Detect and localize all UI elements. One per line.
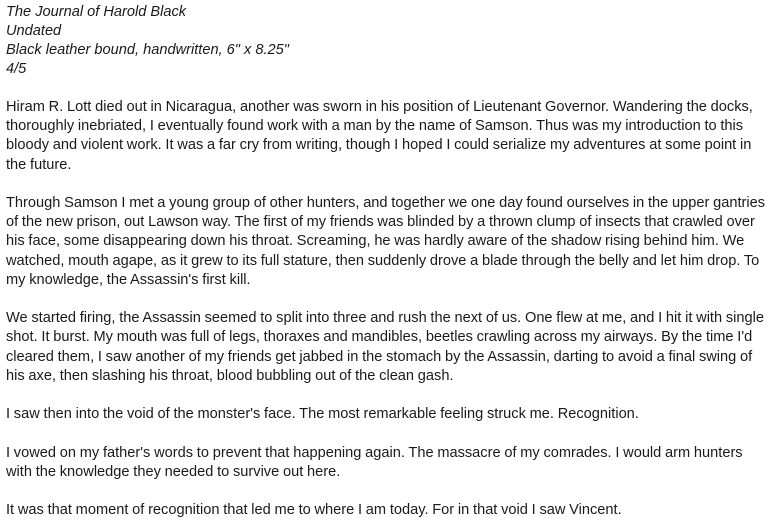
journal-paragraph: I saw then into the void of the monster's face. The most remarkable feeling struck me. Recognition. xyxy=(6,406,639,423)
journal-paragraph: I vowed on my father's words to prevent that happening again. The massacre of my comrades. I would arm hunters with the knowledge they needed to survive out here. xyxy=(6,444,743,480)
journal-paragraph: We started firing, the Assassin seemed to split into three and rush the next of us. One flew at me, and I hit it with single shot. It burst. My mouth was full of legs, thoraxes and mandibles, beetles crawling across my airways. By the time I'd cleared them, I saw another of my friends get jabbed in the stomach by the Assassin, darting to avoid a final swing of his axe, then slashing his throat, blood bubbling out of the clean gash. xyxy=(6,310,764,384)
journal-page xyxy=(6,3,772,520)
journal-page-number: 4/5 xyxy=(6,61,27,77)
journal-title: The Journal of Harold Black xyxy=(6,4,187,20)
journal-paragraph: Through Samson I met a young group of other hunters, and together we one day found ourselves in the upper gantries of the new prison, out Lawson way. The first of my friends was blinded by a thrown clump of insects that crawled over his face, some disappearing down his throat. Screaming, he was hardly aware of the shadow rising behind him. We watched, mouth agape, as it grew to its full stature, then suddenly drove a blade through the belly and let him drop. To my knowledge, the Assassin's first kill. xyxy=(6,195,766,288)
journal-paragraph: It was that moment of recognition that led me to where I am today. For in that void I saw Vincent. xyxy=(6,502,622,519)
journal-date: Undated xyxy=(6,23,62,39)
journal-header xyxy=(6,3,772,79)
journal-body xyxy=(6,98,772,520)
journal-paragraph: Hiram R. Lott died out in Nicaragua, another was sworn in his position of Lieutenant Governor. Wandering the docks, thoroughly inebriated, I eventually found work with a man by the name of Samson. Thus was my introduction to this bloody and violent work. It was a far cry from writing, though I hoped I could serialize my adventures at some point in the future. xyxy=(6,99,753,173)
journal-format: Black leather bound, handwritten, 6" x 8.25" xyxy=(6,42,289,58)
